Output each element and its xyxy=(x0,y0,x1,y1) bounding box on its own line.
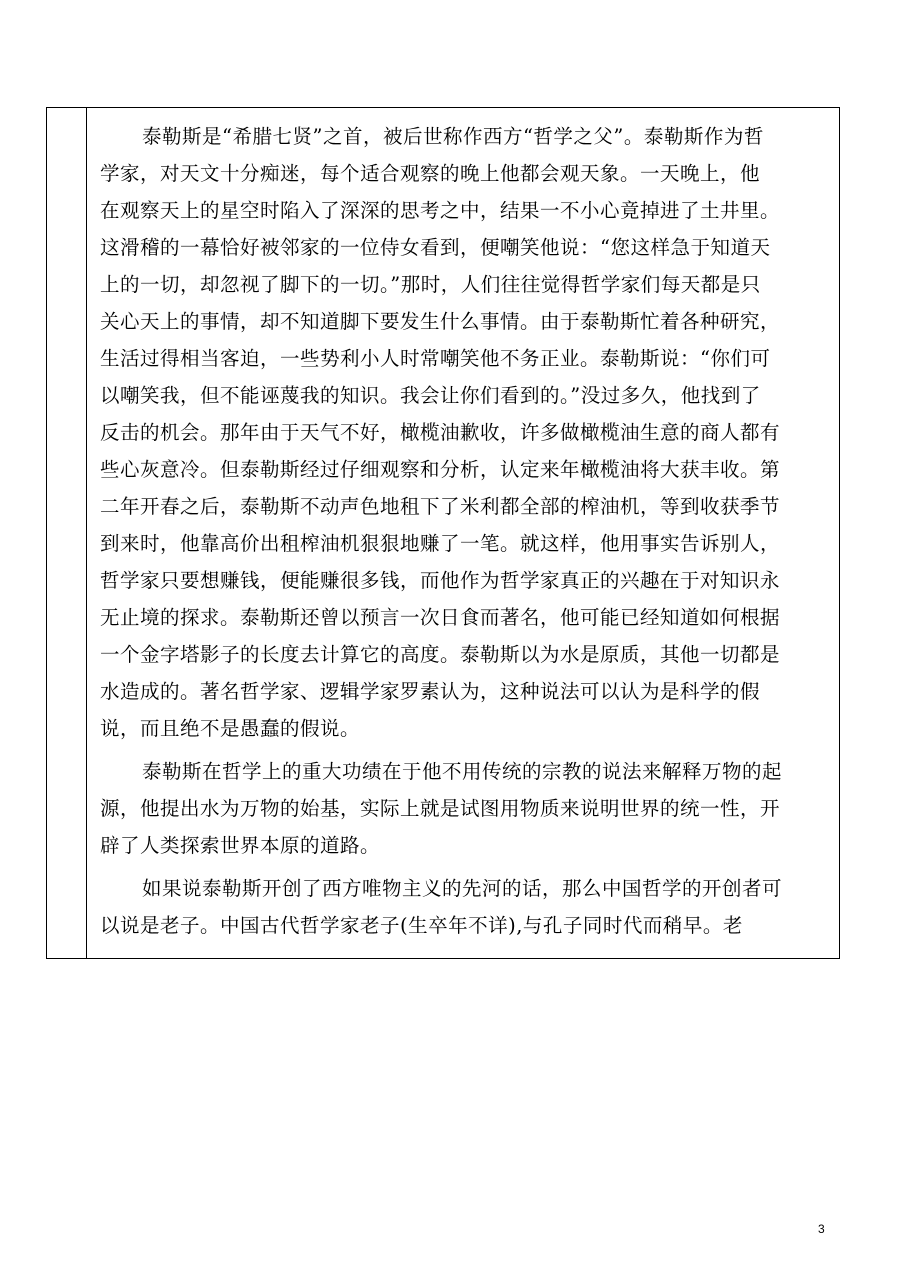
text-line: 些心灰意冷。但泰勒斯经过仔细观察和分析，认定来年橄榄油将大获丰收。第 xyxy=(100,458,781,481)
text-line: 如果说泰勒斯开创了西方唯物主义的先河的话，那么中国哲学的开创者可 xyxy=(142,877,783,900)
text-line: 说，而且绝不是愚蠢的假说。 xyxy=(100,717,361,740)
text-line: 辟了人类探索世界本原的道路。 xyxy=(100,834,381,857)
text-line: 反击的机会。那年由于天气不好，橄榄油歉收，许多做橄榄油生意的商人都有 xyxy=(100,421,781,444)
text-line: 泰勒斯在哲学上的重大功绩在于他不用传统的宗教的说法来解释万物的起 xyxy=(142,760,783,783)
text-line: 以说是老子。中国古代哲学家老子(生卒年不详),与孔子同时代而稍早。老 xyxy=(100,914,743,937)
left-column xyxy=(47,108,87,958)
text-line: 以嘲笑我，但不能诬蔑我的知识。我会让你们看到的。”没过多久，他找到了 xyxy=(100,384,761,407)
paragraph-1 xyxy=(100,118,830,747)
text-line: 生活过得相当客迫，一些势利小人时常嘲笑他不务正业。泰勒斯说：“你们可 xyxy=(100,347,771,370)
paragraph-2 xyxy=(100,753,830,864)
text-line: 二年开春之后，泰勒斯不动声色地租下了米利都全部的榨油机，等到收获季节 xyxy=(100,495,781,518)
text-line: 上的一切，却忽视了脚下的一切。”那时，人们往往觉得哲学家们每天都是只 xyxy=(100,273,761,296)
text-line: 哲学家只要想赚钱，便能赚很多钱，而他作为哲学家真正的兴趣在于对知识永 xyxy=(100,569,781,592)
text-body xyxy=(100,118,830,944)
text-line: 源，他提出水为万物的始基，实际上就是试图用物质来说明世界的统一性，开 xyxy=(100,797,781,820)
text-line: 一个金字塔影子的长度去计算它的高度。泰勒斯以为水是原质，其他一切都是 xyxy=(100,643,781,666)
paragraph-3 xyxy=(100,870,830,944)
text-line: 关心天上的事情，却不知道脚下要发生什么事情。由于泰勒斯忙着各种研究， xyxy=(100,310,781,333)
text-line: 水造成的。著名哲学家、逻辑学家罗素认为，这种说法可以认为是科学的假 xyxy=(100,680,761,703)
text-line: 学家，对天文十分痴迷，每个适合观察的晚上他都会观天象。一天晚上，他 xyxy=(100,162,761,185)
page-number: 3 xyxy=(818,1222,825,1236)
text-line: 泰勒斯是“希腊七贤”之首，被后世称作西方“哲学之父”。泰勒斯作为哲 xyxy=(142,125,764,148)
text-line: 在观察天上的星空时陷入了深深的思考之中，结果一不小心竟掉进了土井里。 xyxy=(100,199,781,222)
text-line: 无止境的探求。泰勒斯还曾以预言一次日食而著名，他可能已经知道如何根据 xyxy=(100,606,781,629)
content-table xyxy=(46,107,840,959)
text-line: 到来时，他靠高价出租榨油机狠狠地赚了一笔。就这样，他用事实告诉别人， xyxy=(100,532,781,555)
text-line: 这滑稽的一幕恰好被邻家的一位侍女看到，便嘲笑他说：“您这样急于知道天 xyxy=(100,236,771,259)
